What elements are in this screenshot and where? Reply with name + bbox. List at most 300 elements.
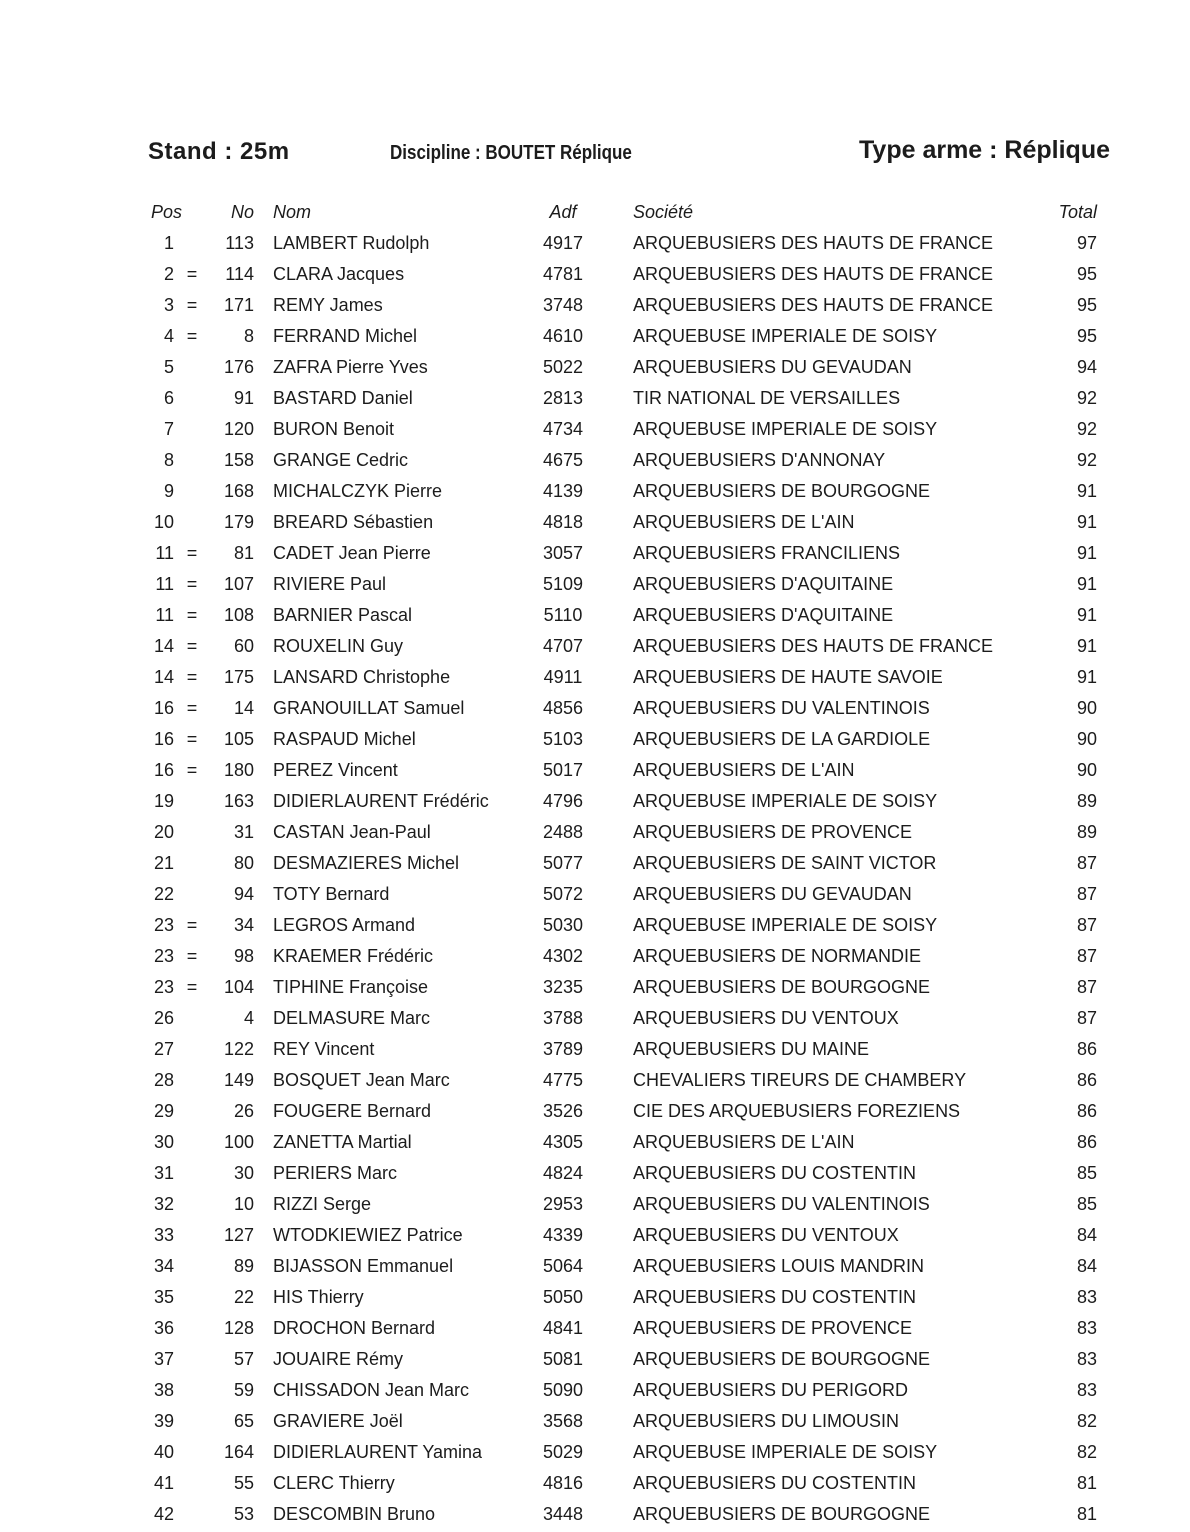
competitor-number-cell: 22 xyxy=(233,1287,254,1307)
tie-indicator: = xyxy=(186,636,198,656)
total-cell: 95 xyxy=(1076,326,1097,346)
pos-cell: 26 xyxy=(153,1008,174,1028)
pos-cell: 11 xyxy=(155,543,174,563)
table-row xyxy=(148,1282,1097,1313)
adf-cell: 5103 xyxy=(542,729,584,749)
total-cell: 81 xyxy=(1076,1473,1097,1493)
total-cell: 92 xyxy=(1076,419,1097,439)
total-cell: 91 xyxy=(1076,605,1097,625)
total-cell: 84 xyxy=(1076,1225,1097,1245)
weapon-type-label: Type arme : Réplique xyxy=(859,136,1110,164)
header-no: No xyxy=(230,202,254,222)
adf-cell: 5110 xyxy=(543,605,583,625)
name-cell: TOTY Bernard xyxy=(273,884,390,904)
tie-indicator: = xyxy=(186,729,198,749)
header-adf: Adf xyxy=(549,202,577,222)
competitor-number-cell: 57 xyxy=(233,1349,254,1369)
name-cell: FERRAND Michel xyxy=(273,326,418,346)
total-cell: 87 xyxy=(1076,884,1097,904)
competitor-number-cell: 163 xyxy=(223,791,254,811)
total-cell: 83 xyxy=(1076,1318,1097,1338)
club-cell: ARQUEBUSE IMPERIALE DE SOISY xyxy=(633,791,938,811)
name-cell: DROCHON Bernard xyxy=(273,1318,436,1338)
stand-label: Stand : 25m xyxy=(148,138,290,165)
name-cell: RIVIERE Paul xyxy=(273,574,387,594)
club-cell: ARQUEBUSIERS DU LIMOUSIN xyxy=(633,1411,900,1431)
table-row xyxy=(148,786,1097,817)
table-row xyxy=(148,972,1097,1003)
total-cell: 83 xyxy=(1076,1287,1097,1307)
club-cell: ARQUEBUSIERS DE BOURGOGNE xyxy=(633,1504,931,1524)
tie-indicator: = xyxy=(186,760,198,780)
results-table xyxy=(148,197,1097,1530)
total-cell: 85 xyxy=(1076,1163,1097,1183)
name-cell: LANSARD Christophe xyxy=(273,667,451,687)
competitor-number-cell: 100 xyxy=(223,1132,254,1152)
table-row xyxy=(148,321,1097,352)
pos-cell: 23 xyxy=(153,946,174,966)
table-row xyxy=(148,352,1097,383)
table-row xyxy=(148,1251,1097,1282)
table-row xyxy=(148,383,1097,414)
pos-cell: 34 xyxy=(153,1256,174,1276)
tie-indicator: = xyxy=(186,264,198,284)
name-cell: RASPAUD Michel xyxy=(273,729,416,749)
name-cell: GRAVIERE Joël xyxy=(273,1411,403,1431)
club-cell: ARQUEBUSIERS DE L'AIN xyxy=(633,512,855,532)
competitor-number-cell: 114 xyxy=(225,264,254,284)
name-cell: PERIERS Marc xyxy=(273,1163,398,1183)
adf-cell: 4824 xyxy=(542,1163,584,1183)
name-cell: DIDIERLAURENT Frédéric xyxy=(273,791,489,811)
total-cell: 87 xyxy=(1076,853,1097,873)
table-row xyxy=(148,445,1097,476)
pos-cell: 21 xyxy=(153,853,174,873)
competitor-number-cell: 158 xyxy=(223,450,254,470)
name-cell: ZAFRA Pierre Yves xyxy=(273,357,428,377)
adf-cell: 4734 xyxy=(542,419,584,439)
adf-cell: 5050 xyxy=(542,1287,584,1307)
name-cell: CASTAN Jean-Paul xyxy=(273,822,431,842)
total-cell: 86 xyxy=(1076,1039,1097,1059)
name-cell: REY Vincent xyxy=(273,1039,375,1059)
adf-cell: 5090 xyxy=(542,1380,584,1400)
competitor-number-cell: 81 xyxy=(233,543,254,563)
name-cell: MICHALCZYK Pierre xyxy=(273,481,443,501)
pos-cell: 11 xyxy=(155,605,174,625)
adf-cell: 4339 xyxy=(542,1225,584,1245)
pos-cell: 5 xyxy=(163,357,174,377)
pos-cell: 27 xyxy=(153,1039,174,1059)
club-cell: ARQUEBUSIERS DE LA GARDIOLE xyxy=(633,729,931,749)
table-row xyxy=(148,724,1097,755)
name-cell: CLARA Jacques xyxy=(273,264,405,284)
total-cell: 86 xyxy=(1076,1132,1097,1152)
table-row xyxy=(148,817,1097,848)
pos-cell: 41 xyxy=(153,1473,174,1493)
name-cell: BOSQUET Jean Marc xyxy=(273,1070,450,1090)
table-row xyxy=(148,910,1097,941)
table-row xyxy=(148,755,1097,786)
pos-cell: 2 xyxy=(163,264,174,284)
club-cell: ARQUEBUSE IMPERIALE DE SOISY xyxy=(633,419,938,439)
total-cell: 92 xyxy=(1076,450,1097,470)
adf-cell: 4781 xyxy=(542,264,584,284)
total-cell: 87 xyxy=(1076,977,1097,997)
competitor-number-cell: 107 xyxy=(223,574,254,594)
name-cell: RIZZI Serge xyxy=(273,1194,372,1214)
name-cell: BIJASSON Emmanuel xyxy=(273,1256,454,1276)
competitor-number-cell: 127 xyxy=(223,1225,254,1245)
competitor-number-cell: 60 xyxy=(233,636,254,656)
adf-cell: 3526 xyxy=(542,1101,584,1121)
competitor-number-cell: 164 xyxy=(223,1442,254,1462)
club-cell: ARQUEBUSIERS DU VALENTINOIS xyxy=(633,1194,930,1214)
pos-cell: 16 xyxy=(153,729,174,749)
club-cell: TIR NATIONAL DE VERSAILLES xyxy=(633,388,901,408)
adf-cell: 4841 xyxy=(542,1318,584,1338)
pos-cell: 20 xyxy=(153,822,174,842)
results-table-body xyxy=(148,228,1097,1530)
competitor-number-cell: 89 xyxy=(233,1256,254,1276)
total-cell: 86 xyxy=(1076,1070,1097,1090)
header-societe: Société xyxy=(633,202,694,222)
table-row xyxy=(148,1344,1097,1375)
adf-cell: 5030 xyxy=(542,915,584,935)
tie-indicator: = xyxy=(186,946,198,966)
competitor-number-cell: 80 xyxy=(233,853,254,873)
competitor-number-cell: 34 xyxy=(233,915,254,935)
adf-cell: 5017 xyxy=(542,760,584,780)
table-row xyxy=(148,1065,1097,1096)
page-title-bar xyxy=(0,138,1190,172)
club-cell: ARQUEBUSIERS DU COSTENTIN xyxy=(633,1163,917,1183)
tie-indicator: = xyxy=(186,977,198,997)
name-cell: HIS Thierry xyxy=(273,1287,364,1307)
club-cell: ARQUEBUSIERS DU GEVAUDAN xyxy=(633,884,912,904)
total-cell: 90 xyxy=(1076,760,1097,780)
table-row xyxy=(148,290,1097,321)
total-cell: 82 xyxy=(1076,1411,1097,1431)
club-cell: ARQUEBUSIERS DES HAUTS DE FRANCE xyxy=(633,264,994,284)
table-row xyxy=(148,1375,1097,1406)
total-cell: 95 xyxy=(1076,295,1097,315)
table-row xyxy=(148,600,1097,631)
pos-cell: 14 xyxy=(153,636,174,656)
competitor-number-cell: 168 xyxy=(223,481,254,501)
competitor-number-cell: 8 xyxy=(243,326,254,346)
name-cell: DESMAZIERES Michel xyxy=(273,853,460,873)
table-row xyxy=(148,414,1097,445)
table-row xyxy=(148,1313,1097,1344)
name-cell: BASTARD Daniel xyxy=(273,388,413,408)
competitor-number-cell: 104 xyxy=(223,977,254,997)
table-row xyxy=(148,1468,1097,1499)
competitor-number-cell: 98 xyxy=(233,946,254,966)
name-cell: KRAEMER Frédéric xyxy=(273,946,434,966)
club-cell: ARQUEBUSIERS DU COSTENTIN xyxy=(633,1473,917,1493)
club-cell: ARQUEBUSIERS DES HAUTS DE FRANCE xyxy=(633,295,994,315)
tie-indicator: = xyxy=(186,605,198,625)
club-cell: ARQUEBUSIERS DES HAUTS DE FRANCE xyxy=(633,233,994,253)
adf-cell: 4818 xyxy=(542,512,584,532)
competitor-number-cell: 149 xyxy=(223,1070,254,1090)
pos-cell: 31 xyxy=(153,1163,174,1183)
adf-cell: 5081 xyxy=(542,1349,584,1369)
competitor-number-cell: 65 xyxy=(233,1411,254,1431)
club-cell: ARQUEBUSE IMPERIALE DE SOISY xyxy=(633,915,938,935)
competitor-number-cell: 108 xyxy=(223,605,254,625)
table-row xyxy=(148,1034,1097,1065)
adf-cell: 4305 xyxy=(542,1132,584,1152)
pos-cell: 28 xyxy=(153,1070,174,1090)
table-row xyxy=(148,631,1097,662)
pos-cell: 32 xyxy=(153,1194,174,1214)
adf-cell: 5109 xyxy=(542,574,584,594)
adf-cell: 2953 xyxy=(542,1194,584,1214)
table-row xyxy=(148,1220,1097,1251)
club-cell: ARQUEBUSIERS DU MAINE xyxy=(633,1039,870,1059)
name-cell: BARNIER Pascal xyxy=(273,605,413,625)
competitor-number-cell: 4 xyxy=(243,1008,254,1028)
adf-cell: 3568 xyxy=(542,1411,584,1431)
table-row xyxy=(148,1003,1097,1034)
competitor-number-cell: 30 xyxy=(233,1163,254,1183)
total-cell: 91 xyxy=(1076,543,1097,563)
adf-cell: 4816 xyxy=(542,1473,584,1493)
header-nom: Nom xyxy=(273,202,312,222)
adf-cell: 4139 xyxy=(542,481,584,501)
club-cell: ARQUEBUSIERS DE HAUTE SAVOIE xyxy=(633,667,943,687)
competitor-number-cell: 105 xyxy=(223,729,254,749)
pos-cell: 35 xyxy=(153,1287,174,1307)
total-cell: 87 xyxy=(1076,1008,1097,1028)
competitor-number-cell: 55 xyxy=(233,1473,254,1493)
name-cell: WTODKIEWIEZ Patrice xyxy=(273,1225,463,1245)
club-cell: ARQUEBUSIERS DE L'AIN xyxy=(633,1132,855,1152)
adf-cell: 4911 xyxy=(543,667,583,687)
adf-cell: 3789 xyxy=(542,1039,584,1059)
pos-cell: 7 xyxy=(163,419,174,439)
pos-cell: 19 xyxy=(153,791,174,811)
tie-indicator: = xyxy=(186,543,198,563)
table-row xyxy=(148,507,1097,538)
competitor-number-cell: 176 xyxy=(223,357,254,377)
adf-cell: 5064 xyxy=(542,1256,584,1276)
pos-cell: 6 xyxy=(163,388,174,408)
competitor-number-cell: 91 xyxy=(233,388,254,408)
pos-cell: 39 xyxy=(153,1411,174,1431)
table-row xyxy=(148,1499,1097,1530)
table-row xyxy=(148,476,1097,507)
adf-cell: 4707 xyxy=(542,636,584,656)
competitor-number-cell: 122 xyxy=(223,1039,254,1059)
club-cell: ARQUEBUSIERS DU VENTOUX xyxy=(633,1225,899,1245)
pos-cell: 3 xyxy=(163,295,174,315)
club-cell: ARQUEBUSIERS DES HAUTS DE FRANCE xyxy=(633,636,994,656)
club-cell: CIE DES ARQUEBUSIERS FOREZIENS xyxy=(633,1101,961,1121)
pos-cell: 10 xyxy=(153,512,174,532)
club-cell: ARQUEBUSIERS DU VALENTINOIS xyxy=(633,698,930,718)
table-row xyxy=(148,1127,1097,1158)
tie-indicator: = xyxy=(186,667,198,687)
pos-cell: 16 xyxy=(153,760,174,780)
total-cell: 95 xyxy=(1076,264,1097,284)
pos-cell: 9 xyxy=(163,481,174,501)
table-row xyxy=(148,1158,1097,1189)
total-cell: 90 xyxy=(1076,698,1097,718)
competitor-number-cell: 94 xyxy=(233,884,254,904)
club-cell: ARQUEBUSIERS FRANCILIENS xyxy=(633,543,901,563)
total-cell: 90 xyxy=(1076,729,1097,749)
total-cell: 94 xyxy=(1076,357,1097,377)
club-cell: CHEVALIERS TIREURS DE CHAMBERY xyxy=(633,1070,967,1090)
pos-cell: 40 xyxy=(153,1442,174,1462)
total-cell: 91 xyxy=(1076,667,1097,687)
club-cell: ARQUEBUSIERS DE PROVENCE xyxy=(633,822,913,842)
club-cell: ARQUEBUSIERS DU COSTENTIN xyxy=(633,1287,917,1307)
pos-cell: 23 xyxy=(153,977,174,997)
adf-cell: 2488 xyxy=(542,822,584,842)
name-cell: ROUXELIN Guy xyxy=(273,636,404,656)
total-cell: 83 xyxy=(1076,1380,1097,1400)
total-cell: 81 xyxy=(1076,1504,1097,1524)
club-cell: ARQUEBUSIERS DE BOURGOGNE xyxy=(633,481,931,501)
tie-indicator: = xyxy=(186,295,198,315)
adf-cell: 4302 xyxy=(542,946,584,966)
competitor-number-cell: 53 xyxy=(233,1504,254,1524)
table-header-row xyxy=(148,197,1097,228)
total-cell: 86 xyxy=(1076,1101,1097,1121)
name-cell: BREARD Sébastien xyxy=(273,512,434,532)
name-cell: REMY James xyxy=(273,295,383,315)
pos-cell: 1 xyxy=(163,233,174,253)
table-row xyxy=(148,228,1097,259)
competitor-number-cell: 175 xyxy=(223,667,254,687)
table-row xyxy=(148,693,1097,724)
club-cell: ARQUEBUSIERS DU PERIGORD xyxy=(633,1380,909,1400)
total-cell: 91 xyxy=(1076,636,1097,656)
total-cell: 84 xyxy=(1076,1256,1097,1276)
table-row xyxy=(148,662,1097,693)
table-row xyxy=(148,848,1097,879)
total-cell: 87 xyxy=(1076,915,1097,935)
name-cell: DIDIERLAURENT Yamina xyxy=(273,1442,483,1462)
competitor-number-cell: 26 xyxy=(233,1101,254,1121)
table-row xyxy=(148,1096,1097,1127)
competitor-number-cell: 180 xyxy=(223,760,254,780)
total-cell: 92 xyxy=(1076,388,1097,408)
tie-indicator: = xyxy=(186,326,198,346)
adf-cell: 2813 xyxy=(542,388,584,408)
club-cell: ARQUEBUSIERS DE PROVENCE xyxy=(633,1318,913,1338)
pos-cell: 36 xyxy=(153,1318,174,1338)
club-cell: ARQUEBUSE IMPERIALE DE SOISY xyxy=(633,1442,938,1462)
name-cell: DELMASURE Marc xyxy=(273,1008,431,1028)
competitor-number-cell: 179 xyxy=(223,512,254,532)
club-cell: ARQUEBUSE IMPERIALE DE SOISY xyxy=(633,326,938,346)
name-cell: DESCOMBIN Bruno xyxy=(273,1504,436,1524)
club-cell: ARQUEBUSIERS D'AQUITAINE xyxy=(633,574,894,594)
table-row xyxy=(148,538,1097,569)
table-row xyxy=(148,941,1097,972)
name-cell: ZANETTA Martial xyxy=(273,1132,412,1152)
adf-cell: 4796 xyxy=(542,791,584,811)
table-row xyxy=(148,259,1097,290)
adf-cell: 4856 xyxy=(542,698,584,718)
name-cell: GRANOUILLAT Samuel xyxy=(273,698,465,718)
adf-cell: 5077 xyxy=(542,853,584,873)
name-cell: JOUAIRE Rémy xyxy=(273,1349,404,1369)
name-cell: CHISSADON Jean Marc xyxy=(273,1380,470,1400)
pos-cell: 8 xyxy=(163,450,174,470)
adf-cell: 3057 xyxy=(542,543,584,563)
competitor-number-cell: 14 xyxy=(233,698,254,718)
adf-cell: 3788 xyxy=(542,1008,584,1028)
tie-indicator: = xyxy=(186,574,198,594)
club-cell: ARQUEBUSIERS DE BOURGOGNE xyxy=(633,977,931,997)
competitor-number-cell: 59 xyxy=(233,1380,254,1400)
pos-cell: 29 xyxy=(153,1101,174,1121)
club-cell: ARQUEBUSIERS DE L'AIN xyxy=(633,760,855,780)
table-row xyxy=(148,1189,1097,1220)
adf-cell: 4775 xyxy=(542,1070,584,1090)
adf-cell: 3748 xyxy=(542,295,584,315)
club-cell: ARQUEBUSIERS D'ANNONAY xyxy=(633,450,886,470)
total-cell: 91 xyxy=(1076,512,1097,532)
club-cell: ARQUEBUSIERS DE NORMANDIE xyxy=(633,946,922,966)
discipline-label: Discipline : BOUTET Réplique xyxy=(390,142,632,164)
table-row xyxy=(148,1437,1097,1468)
tie-indicator: = xyxy=(186,915,198,935)
name-cell: PEREZ Vincent xyxy=(273,760,398,780)
name-cell: LAMBERT Rudolph xyxy=(273,233,430,253)
table-row xyxy=(148,1406,1097,1437)
name-cell: TIPHINE Françoise xyxy=(273,977,429,997)
total-cell: 89 xyxy=(1076,822,1097,842)
competitor-number-cell: 128 xyxy=(223,1318,254,1338)
competitor-number-cell: 120 xyxy=(223,419,254,439)
competitor-number-cell: 113 xyxy=(225,233,254,253)
competitor-number-cell: 10 xyxy=(233,1194,254,1214)
adf-cell: 4917 xyxy=(542,233,584,253)
total-cell: 89 xyxy=(1076,791,1097,811)
adf-cell: 4675 xyxy=(542,450,584,470)
total-cell: 85 xyxy=(1076,1194,1097,1214)
pos-cell: 42 xyxy=(153,1504,174,1524)
total-cell: 91 xyxy=(1076,481,1097,501)
pos-cell: 30 xyxy=(153,1132,174,1152)
header-pos: Pos xyxy=(151,202,183,222)
club-cell: ARQUEBUSIERS DU VENTOUX xyxy=(633,1008,899,1028)
pos-cell: 33 xyxy=(153,1225,174,1245)
competitor-number-cell: 171 xyxy=(223,295,254,315)
total-cell: 87 xyxy=(1076,946,1097,966)
competitor-number-cell: 31 xyxy=(233,822,254,842)
tie-indicator: = xyxy=(186,698,198,718)
total-cell: 91 xyxy=(1076,574,1097,594)
club-cell: ARQUEBUSIERS DE BOURGOGNE xyxy=(633,1349,931,1369)
name-cell: GRANGE Cedric xyxy=(273,450,409,470)
adf-cell: 5072 xyxy=(542,884,584,904)
name-cell: BURON Benoit xyxy=(273,419,395,439)
pos-cell: 22 xyxy=(153,884,174,904)
pos-cell: 11 xyxy=(155,574,174,594)
total-cell: 82 xyxy=(1076,1442,1097,1462)
name-cell: FOUGERE Bernard xyxy=(273,1101,432,1121)
adf-cell: 3235 xyxy=(542,977,584,997)
name-cell: CLERC Thierry xyxy=(273,1473,395,1493)
